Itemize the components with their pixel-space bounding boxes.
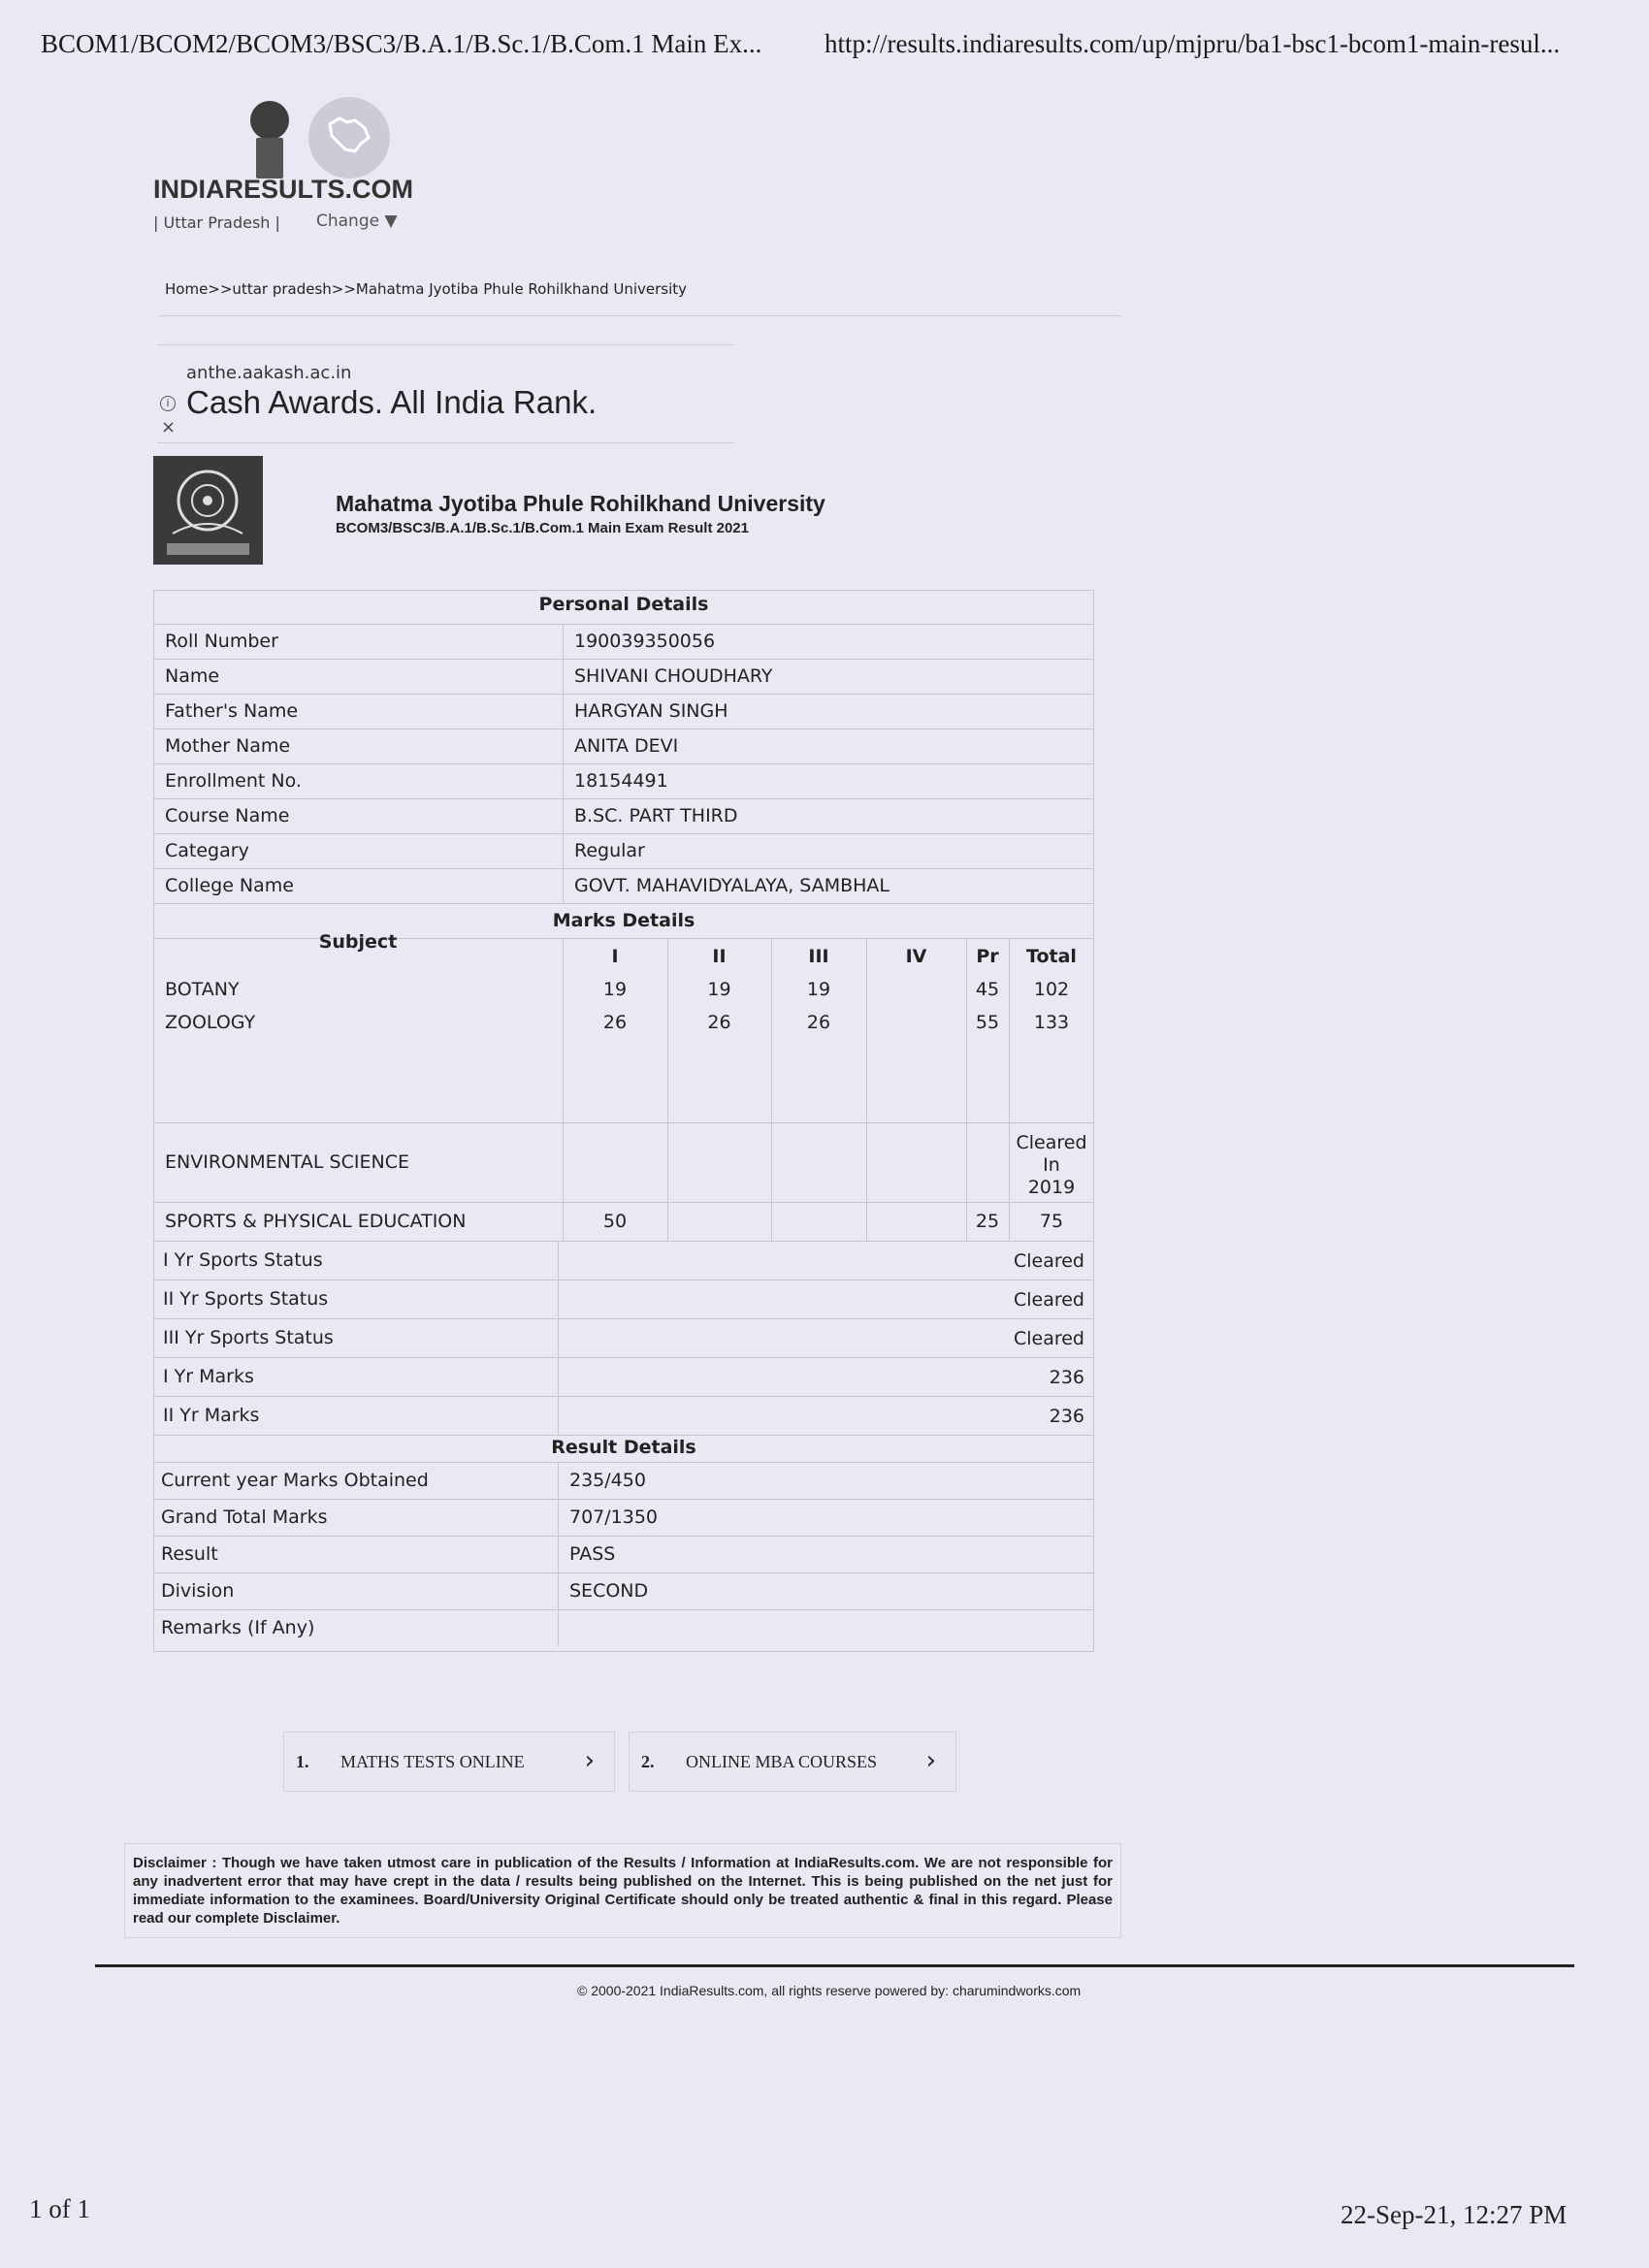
status-value: Cleared xyxy=(1013,1328,1084,1349)
column-divider xyxy=(558,1462,559,1646)
personal-label: Name xyxy=(165,665,220,687)
row-divider xyxy=(153,1536,1094,1537)
column-header-pr: Pr xyxy=(976,946,999,967)
personal-label: Roll Number xyxy=(165,631,278,652)
column-divider xyxy=(558,1241,559,1435)
mark-ii: 26 xyxy=(707,1012,731,1033)
column-divider xyxy=(966,938,967,1241)
ad-headline[interactable]: Cash Awards. All India Rank. xyxy=(186,384,598,420)
column-header-iv: IV xyxy=(905,946,927,967)
row-divider xyxy=(153,903,1094,904)
university-name: Mahatma Jyotiba Phule Rohilkhand University xyxy=(336,491,825,516)
brand-name: INDIARESULTS.COM xyxy=(153,175,413,204)
status-value: Cleared xyxy=(1013,1289,1084,1311)
row-divider xyxy=(153,1435,1094,1436)
footer-divider xyxy=(95,1964,1574,1967)
mark-pr: 25 xyxy=(975,1211,1000,1232)
status-label: I Yr Sports Status xyxy=(163,1249,323,1271)
copyright: © 2000-2021 IndiaResults.com, all rights reserve powered by: charumindworks.com xyxy=(577,1983,1082,1998)
status-label: III Yr Sports Status xyxy=(163,1327,334,1348)
subject-name: BOTANY xyxy=(165,979,240,1000)
result-value: PASS xyxy=(569,1543,616,1565)
mark-iii: 19 xyxy=(806,979,831,1000)
mark-total: 75 xyxy=(1039,1211,1064,1232)
link-text: ONLINE MBA COURSES xyxy=(686,1752,878,1771)
personal-label: Categary xyxy=(165,840,249,861)
ad-close-icon[interactable]: × xyxy=(161,417,177,437)
personal-value: HARGYAN SINGH xyxy=(574,700,728,722)
marks-details-heading: Marks Details xyxy=(552,910,695,931)
logo-i-dot xyxy=(250,101,289,140)
result-label: Current year Marks Obtained xyxy=(161,1470,429,1491)
personal-value: 18154491 xyxy=(574,770,668,792)
chevron-right-icon: › xyxy=(925,1746,936,1775)
result-label: Remarks (If Any) xyxy=(161,1617,315,1638)
change-state-link[interactable]: Change ▼ xyxy=(316,211,398,231)
personal-details-heading: Personal Details xyxy=(538,594,709,615)
exam-title: BCOM3/BSC3/B.A.1/B.Sc.1/B.Com.1 Main Exam Result 2021 xyxy=(336,520,749,536)
mark-i: 50 xyxy=(602,1211,628,1232)
row-divider xyxy=(153,1396,1094,1397)
page-count: 1 of 1 xyxy=(29,2194,90,2223)
result-details-heading: Result Details xyxy=(551,1437,696,1458)
status-value: Cleared xyxy=(1013,1250,1084,1272)
env-status-line: Cleared xyxy=(1016,1132,1087,1153)
personal-value: 190039350056 xyxy=(574,631,716,652)
ad-source[interactable]: anthe.aakash.ac.in xyxy=(186,363,352,383)
column-divider xyxy=(866,938,867,1241)
personal-label: Father's Name xyxy=(165,700,299,722)
state-map-icon xyxy=(308,97,390,178)
column-header-iii: III xyxy=(808,946,829,967)
print-title: BCOM1/BCOM2/BCOM3/BSC3/B.A.1/B.Sc.1/B.Com.1 Main Ex... xyxy=(41,29,762,58)
row-divider xyxy=(153,1357,1094,1358)
column-divider xyxy=(1009,938,1010,1241)
status-value: 236 xyxy=(1049,1406,1084,1427)
university-seal xyxy=(153,456,263,565)
personal-label: Course Name xyxy=(165,805,290,826)
env-status-line: In xyxy=(1043,1154,1060,1176)
column-divider xyxy=(667,938,668,1241)
personal-label: College Name xyxy=(165,875,294,896)
logo-i-stem xyxy=(256,138,283,178)
result-label: Division xyxy=(161,1580,235,1602)
result-value: 707/1350 xyxy=(569,1507,659,1528)
link-number: 1. xyxy=(296,1752,309,1771)
mark-iii: 26 xyxy=(806,1012,831,1033)
result-value: SECOND xyxy=(569,1580,649,1602)
ad-info-icon[interactable]: i xyxy=(160,396,176,411)
personal-label: Mother Name xyxy=(165,735,291,757)
personal-value: ANITA DEVI xyxy=(574,735,679,757)
column-divider xyxy=(563,624,564,903)
status-label: II Yr Marks xyxy=(163,1405,260,1426)
status-value: 236 xyxy=(1049,1367,1084,1388)
breadcrumb[interactable]: Home>>uttar pradesh>>Mahatma Jyotiba Phule Rohilkhand University xyxy=(165,280,688,298)
mark-pr: 55 xyxy=(975,1012,1000,1033)
env-subject-name: ENVIRONMENTAL SCIENCE xyxy=(165,1151,409,1173)
mark-i: 26 xyxy=(602,1012,628,1033)
status-label: I Yr Marks xyxy=(163,1366,254,1387)
result-label: Grand Total Marks xyxy=(161,1507,328,1528)
mark-pr: 45 xyxy=(975,979,1000,1000)
print-header xyxy=(41,29,1610,68)
column-header-i: I xyxy=(611,946,619,967)
personal-label: Enrollment No. xyxy=(165,770,302,792)
personal-value: GOVT. MAHAVIDYALAYA, SAMBHAL xyxy=(574,875,890,896)
column-header-ii: II xyxy=(712,946,727,967)
link-number: 2. xyxy=(641,1752,655,1771)
link-mba-courses[interactable] xyxy=(629,1732,956,1792)
personal-value: Regular xyxy=(574,840,645,861)
column-divider xyxy=(771,938,772,1241)
column-header-total: Total xyxy=(1026,946,1077,967)
mark-total: 133 xyxy=(1033,1012,1070,1033)
site-logo[interactable] xyxy=(153,97,413,243)
status-label: II Yr Sports Status xyxy=(163,1288,329,1310)
ad-banner[interactable] xyxy=(157,344,734,443)
column-header-subject: Subject xyxy=(318,931,398,953)
column-divider xyxy=(563,938,564,1241)
link-text: MATHS TESTS ONLINE xyxy=(340,1752,525,1771)
result-value: 235/450 xyxy=(569,1470,646,1491)
result-label: Result xyxy=(161,1543,218,1565)
env-status-line: 2019 xyxy=(1027,1177,1076,1198)
link-maths-tests[interactable] xyxy=(283,1732,615,1792)
chevron-right-icon: › xyxy=(584,1746,595,1775)
mark-i: 19 xyxy=(602,979,628,1000)
personal-value: B.SC. PART THIRD xyxy=(574,805,738,826)
personal-value: SHIVANI CHOUDHARY xyxy=(574,665,773,687)
print-datetime: 22-Sep-21, 12:27 PM xyxy=(1341,2200,1568,2229)
divider xyxy=(160,315,1120,316)
subject-name: ZOOLOGY xyxy=(165,1012,256,1033)
mark-ii: 19 xyxy=(707,979,731,1000)
mark-total: 102 xyxy=(1033,979,1070,1000)
print-url: http://results.indiaresults.com/up/mjpru/ba1-bsc1-bcom1-main-resul... xyxy=(824,29,1561,58)
sports-subject-name: SPORTS & PHYSICAL EDUCATION xyxy=(165,1211,467,1232)
state-label: | Uttar Pradesh | xyxy=(153,213,280,232)
disclaimer: Disclaimer : Though we have taken utmost care in publication of the Results / Information at IndiaResults.com. We are not responsible for any inadvertent error that may have crept in the data / results being published on the Internet. This is being published on the net just for immediate information to the examinees. Board/University Original Certificate should only be treated authentic & final in this regard. Please read our complete Disclaimer. xyxy=(124,1843,1121,1938)
